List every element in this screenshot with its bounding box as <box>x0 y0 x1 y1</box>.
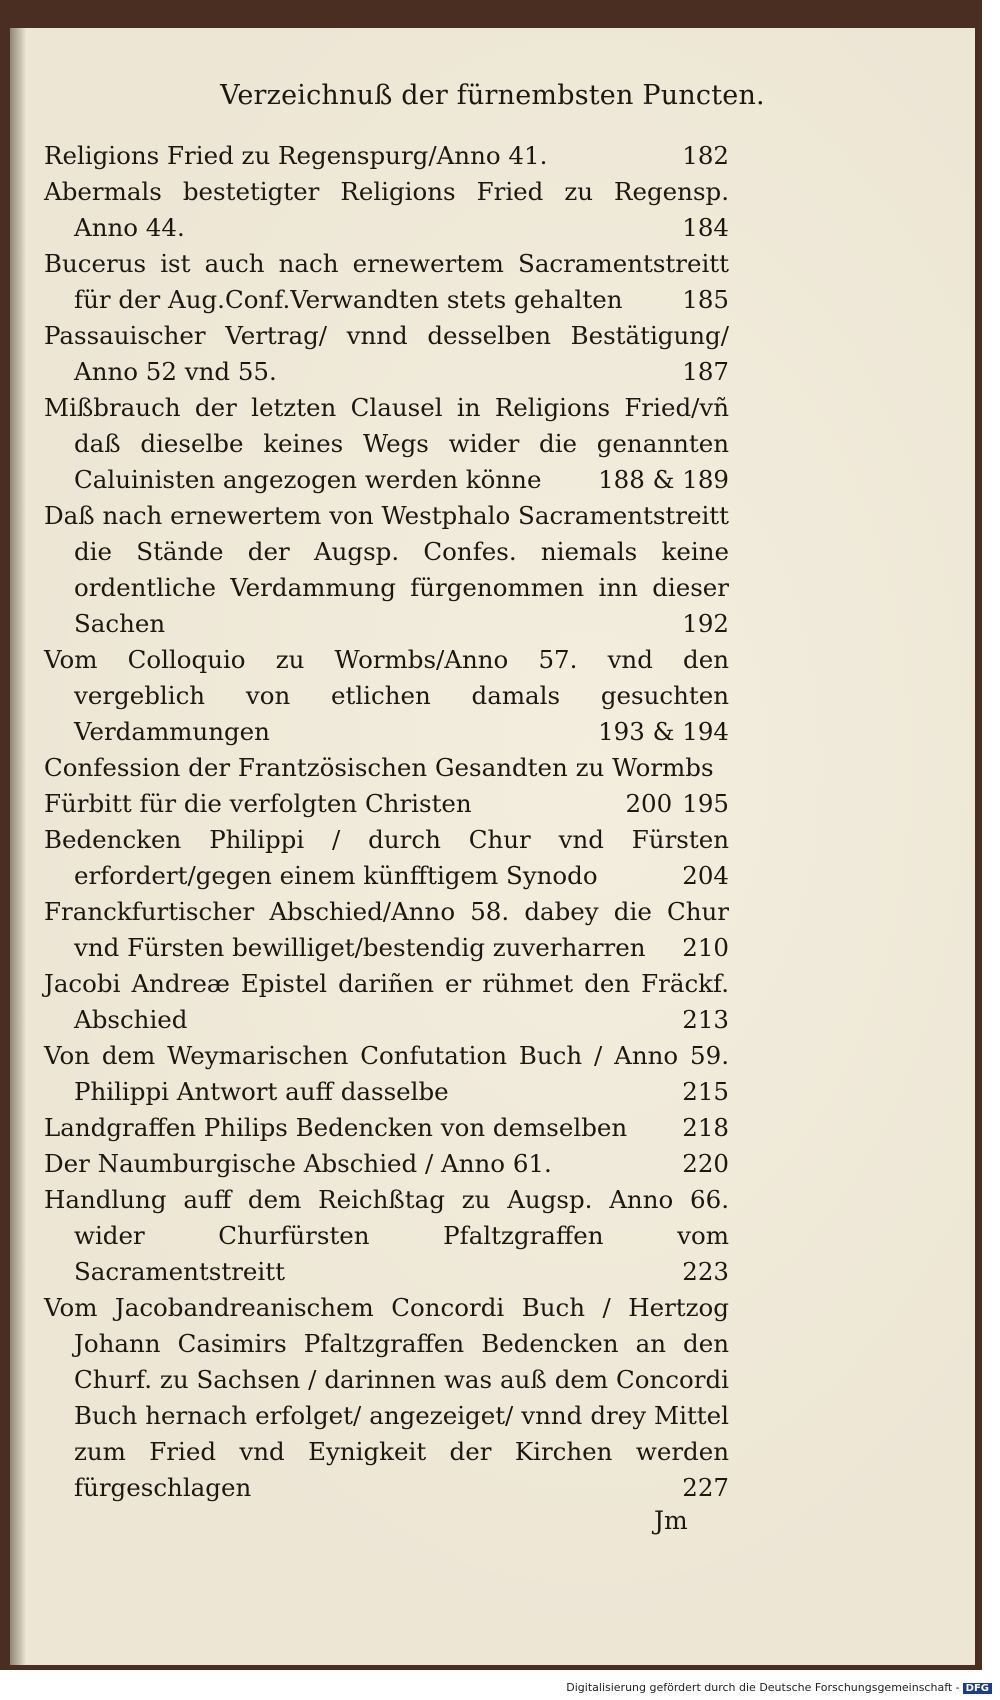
index-entry <box>44 786 729 822</box>
index-entry <box>44 498 729 642</box>
running-head: Verzeichnuß der fürnembsten Puncten. <box>220 80 765 111</box>
index-entry <box>44 1182 729 1290</box>
entry-page-number: 210 <box>682 933 729 962</box>
entry-page-number: 192 <box>682 609 729 638</box>
entry-text: Fürbitt für die verfolgten Christen <box>44 789 472 818</box>
index-entry <box>44 1038 729 1110</box>
index-entry <box>44 1290 729 1506</box>
digitization-credit <box>566 1681 992 1694</box>
entry-text: Franckfurtischer Abschied/Anno 58. dabey die Chur vnd Fürsten bewilliget/bestendig zuverharren <box>44 897 729 962</box>
dfg-logo: DFG <box>963 1683 992 1694</box>
credit-text: Digitalisierung gefördert durch die Deutsche Forschungsgemeinschaft - <box>566 1681 960 1694</box>
entry-text: Der Naumburgische Abschied / Anno 61. <box>44 1149 552 1178</box>
entry-text: Jacobi Andreæ Epistel dariñen er rühmet den Fräckf. Abschied <box>44 969 729 1034</box>
entry-text: Mißbrauch der letzten Clausel in Religions Fried/vñ daß dieselbe keines Wegs wider die genannten Caluinisten angezogen werden könne <box>44 393 729 494</box>
index-entry <box>44 642 729 750</box>
index-entries <box>44 138 729 1506</box>
index-entry <box>44 1146 729 1182</box>
entry-page-number: 213 <box>682 1005 729 1034</box>
entry-text: Daß nach ernewertem von Westphalo Sacramentstreitt die Stände der Augsp. Confes. niemals keine ordentliche Verdammung fürgenommen inn dieser Sachen <box>44 501 729 638</box>
index-entry <box>44 138 729 174</box>
index-entry <box>44 1110 729 1146</box>
entry-page-number: 204 <box>682 861 729 890</box>
entry-page-number: 182 <box>682 141 729 170</box>
entry-text: Vom Jacobandreanischem Concordi Buch / Hertzog Johann Casimirs Pfaltzgraffen Bedencken an den Churf. zu Sachsen / darinnen was auß dem Concordi Buch hernach erfolget/ angezeiget/ vnnd drey Mittel zum Fried vnd Eynigkeit der Kirchen werden fürgeschlagen <box>44 1293 729 1502</box>
entry-text: Religions Fried zu Regenspurg/Anno 41. <box>44 141 548 170</box>
catchword: Jm <box>654 1506 688 1535</box>
entry-text: Handlung auff dem Reichßtag zu Augsp. Anno 66. wider Churfürsten Pfaltzgraffen vom Sacramentstreitt <box>44 1185 729 1286</box>
index-entry <box>44 822 729 894</box>
index-entry <box>44 390 729 498</box>
book-page <box>10 28 975 1665</box>
entry-text: Bucerus ist auch nach ernewertem Sacramentstreitt für der Aug.Conf.Verwandten stets gehalten <box>44 249 729 314</box>
index-entry <box>44 246 729 318</box>
entry-text: Vom Colloquio zu Wormbs/Anno 57. vnd den vergeblich von etlichen damals gesuchten Verdammungen <box>44 645 729 746</box>
entry-text: Von dem Weymarischen Confutation Buch / Anno 59. Philippi Antwort auff dasselbe <box>44 1041 729 1106</box>
entry-text: Bedencken Philippi / durch Chur vnd Fürsten erfordert/gegen einem künfftigem Synodo <box>44 825 729 890</box>
entry-page-number: 184 <box>682 213 729 242</box>
page-gutter <box>10 28 26 1665</box>
index-entry <box>44 966 729 1038</box>
entry-page-number: 227 <box>682 1473 729 1502</box>
entry-page-number: 185 <box>682 285 729 314</box>
entry-page-number: 223 <box>682 1257 729 1286</box>
entry-text: Confession der Frantzösischen Gesandten zu Wormbs <box>44 753 714 782</box>
index-entry <box>44 174 729 246</box>
entry-page-number: 193 & 194 <box>598 717 729 746</box>
entry-page-number: 200 <box>625 789 673 818</box>
entry-page-number: 187 <box>682 357 729 386</box>
entry-page-number: 195 <box>682 789 729 818</box>
entry-page-number: 220 <box>682 1149 729 1178</box>
entry-page-number: 215 <box>682 1077 729 1106</box>
entry-page-number: 188 & 189 <box>598 465 729 494</box>
entry-page-number: 218 <box>682 1113 729 1142</box>
entry-text: Landgraffen Philips Bedencken von demselben <box>44 1113 628 1142</box>
entry-text: Abermals bestetigter Religions Fried zu Regensp. Anno 44. <box>44 177 729 242</box>
entry-text: Passauischer Vertrag/ vnnd desselben Bestätigung/ Anno 52 vnd 55. <box>44 321 729 386</box>
index-entry <box>44 318 729 390</box>
index-entry <box>44 894 729 966</box>
